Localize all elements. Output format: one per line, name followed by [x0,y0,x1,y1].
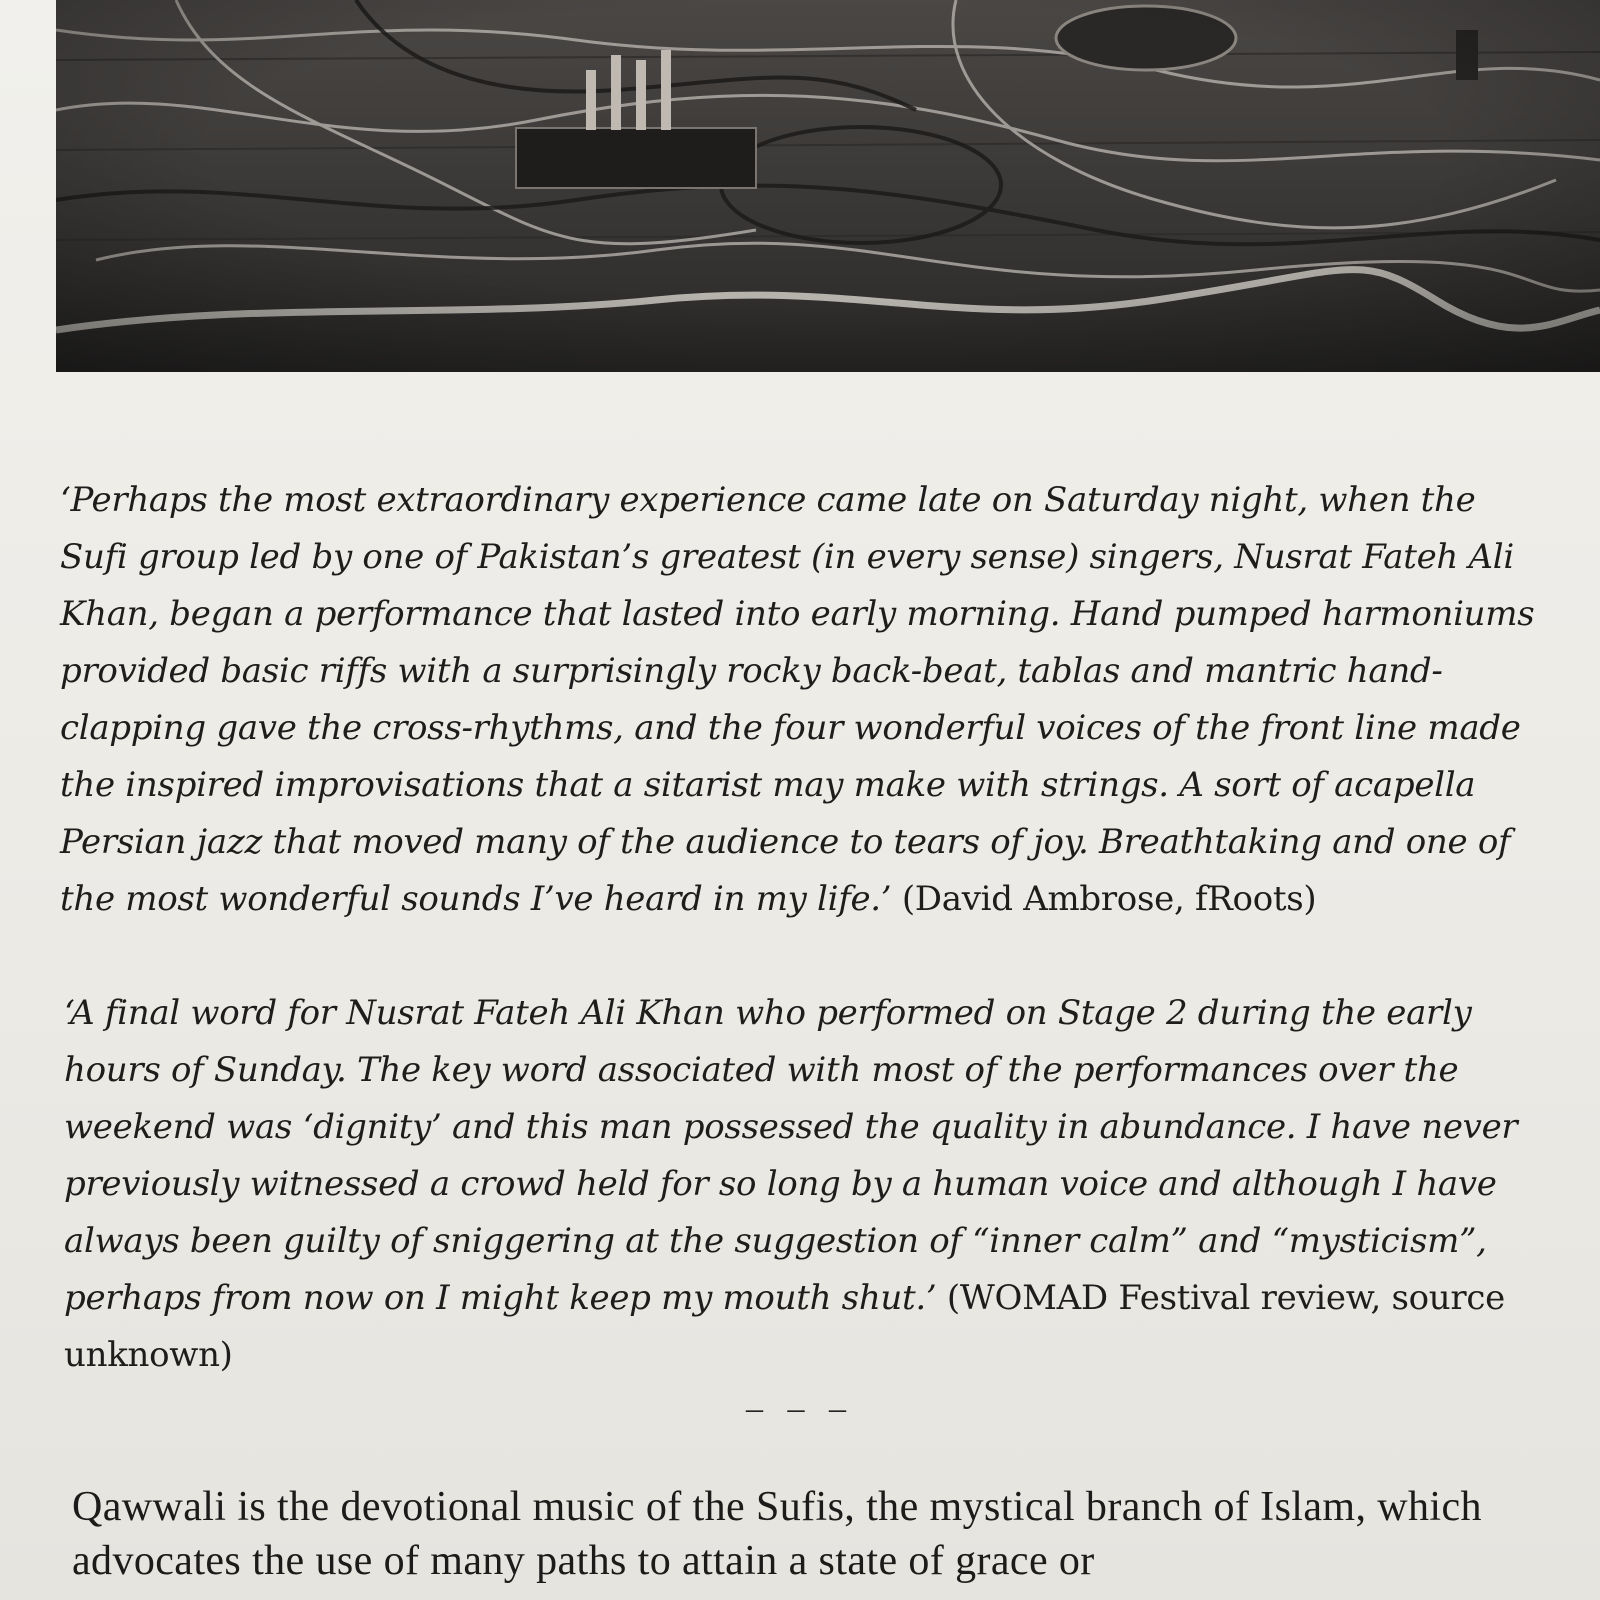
stage-photo-image [56,0,1600,372]
quote-source: (WOMAD Festival review, source unknown) [64,1278,1505,1375]
body-paragraph: Qawwali is the devotional music of the Sufis, the mystical branch of Islam, which advocates the use of many paths to attain a state of grace or [72,1484,1482,1584]
section-separator: – – – [746,1390,854,1427]
quote-text: ‘A final word for Nusrat Fateh Ali Khan who performed on Stage 2 during the early hours of Sunday. The key word associated with most of the performances over the weekend was ‘dignity’ and this man possessed the quality in abundance. I have never previously witnessed a crowd held for so long by a human voice and although I have always been guilty of sniggering at the suggestion of “inner calm” and “mysticism”, perhaps from now on I might keep my mouth shut.’ [64,993,1518,1318]
quote-source: (David Ambrose, fRoots) [901,879,1317,919]
review-quote-womad [64,985,1544,1384]
stage-photo [56,0,1600,372]
quote-text: ‘Perhaps the most extraordinary experience came late on Saturday night, when the Sufi group led by one of Pakistan’s greatest (in every sense) singers, Nusrat Fateh Ali Khan, began a performance that lasted into early morning. Hand pumped harmoniums provided basic riffs with a surprisingly rocky back-beat, tablas and mantric hand-clapping gave the cross-rhythms, and the four wonderful voices of the front line made the inspired improvisations that a sitarist may make with strings. A sort of acapella Persian jazz that moved many of the audience to tears of joy. Breathtaking and one of the most wonderful sounds I’ve heard in my life.’ [60,480,1535,919]
review-quote-ambrose [60,472,1540,928]
